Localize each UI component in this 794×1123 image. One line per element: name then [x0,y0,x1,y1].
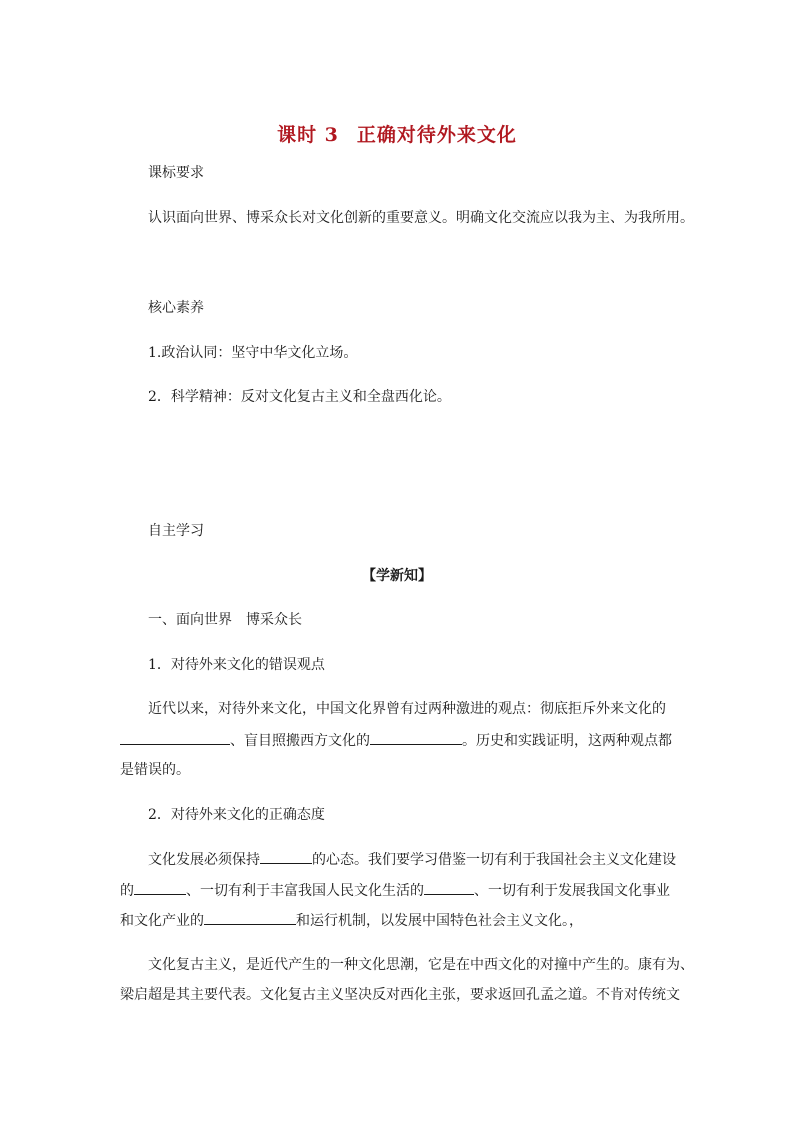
subheading-1: 1．对待外来文化的错误观点 [148,657,325,673]
paragraph-1-line-2-end: 。历史和实践证明，这两种观点都 [462,733,672,749]
paragraph-1-line-3: 是错误的。 [120,762,190,778]
kebiao-text: 认识面向世界、博采众长对文化创新的重要意义。明确文化交流应以我为主、为我所用。 [148,210,694,226]
paragraph-2-line-1 [148,849,676,870]
paragraph-2-line-2-c: 、一切有利于发展我国文化事业 [474,883,670,899]
paragraph-1-line-2-mid: 、盲目照搬西方文化的 [230,733,370,749]
paragraph-2-line-3-b: 和运行机制，以发展中国特色社会主义文化。， [296,913,583,929]
kebiao-heading: 课标要求 [148,165,204,181]
paragraph-2-line-2 [120,880,670,901]
paragraph-2-line-1-a: 文化发展必须保持 [148,852,260,868]
xuexinzhi-heading: 【学新知】 [362,568,432,584]
fill-blank-5[interactable] [424,880,474,895]
hexin-heading: 核心素养 [148,300,204,316]
subheading-2: 2．对待外来文化的正确态度 [148,807,325,823]
paragraph-2-line-1-b: 的心态。我们要学习借鉴一切有利于我国社会主义文化建设 [312,852,676,868]
section-1-heading: 一、面向世界 博采众长 [148,612,302,628]
paragraph-2-line-2-a: 的 [120,883,134,899]
fill-blank-2[interactable] [370,730,462,745]
lesson-title-text: 正确对待外来文化 [356,124,517,146]
hexin-item-2: 2．科学精神：反对文化复古主义和全盘西化论。 [148,389,451,405]
hexin-item-1: 1.政治认同：坚守中华文化立场。 [148,345,358,361]
lesson-code: 课时 3 [277,124,339,146]
paragraph-3-line-1: 文化复古主义，是近代产生的一种文化思潮，它是在中西文化的对撞中产生的。康有为、 [148,957,694,973]
paragraph-2-line-2-b: 、一切有利于丰富我国人民文化生活的 [186,883,424,899]
fill-blank-6[interactable] [204,910,296,925]
zizhu-heading: 自主学习 [148,523,204,539]
paragraph-3-line-2: 梁启超是其主要代表。文化复古主义坚决反对西化主张，要求返回孔孟之道。不肯对传统文 [120,987,680,1003]
fill-blank-4[interactable] [134,880,186,895]
fill-blank-1[interactable] [120,730,230,745]
lesson-title [0,120,794,147]
paragraph-2-line-3-a: 和文化产业的 [120,913,204,929]
paragraph-1-line-2 [120,730,672,751]
paragraph-1-line-1: 近代以来，对待外来文化，中国文化界曾有过两种激进的观点：彻底拒斥外来文化的 [148,701,666,717]
paragraph-2-line-3 [120,910,583,931]
fill-blank-3[interactable] [260,849,312,864]
